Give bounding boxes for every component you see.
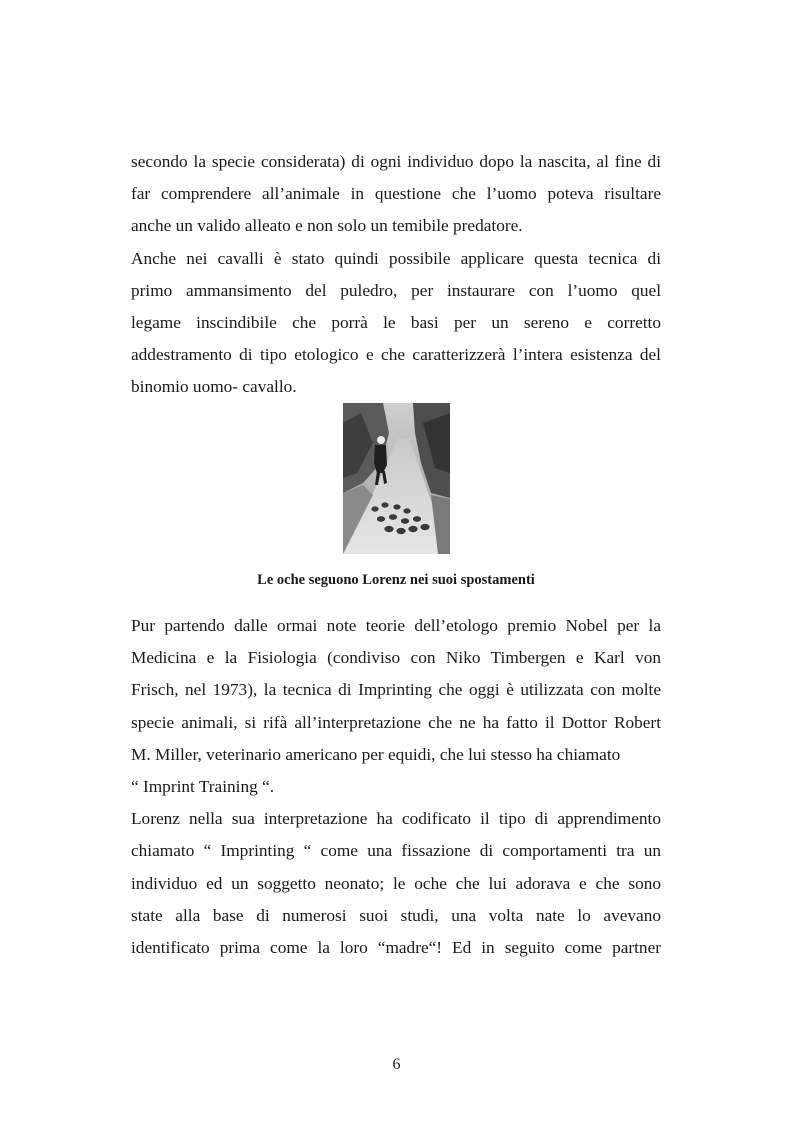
text-line: primo ammansimento del puledro, per instaurare con l’uomo quel: [131, 280, 661, 300]
text-line: M. Miller, veterinario americano per equidi, che lui stesso ha chiamato: [131, 744, 621, 764]
paragraph-block-1: [131, 146, 661, 404]
text-line: Pur partendo dalle ormai note teorie dell’etologo premio Nobel per la: [131, 616, 661, 635]
text-line: individuo ed un soggetto neonato; le oche che lui adorava e che sono: [131, 873, 661, 893]
text-line: identificato prima come la loro “madre“! Ed in seguito come partner: [131, 937, 661, 957]
figure-caption: Le oche seguono Lorenz nei suoi spostamenti: [257, 572, 535, 588]
text-line: Medicina e la Fisiologia (condiviso con Niko Timbergen e Karl von: [131, 648, 661, 668]
text-line: binomio uomo- cavallo.: [131, 377, 297, 397]
text-line: legame inscindibile che porrà le basi per un sereno e corretto: [131, 312, 661, 332]
text-line: Lorenz nella sua interpretazione ha codificato il tipo di apprendimento: [131, 809, 661, 829]
text-line: chiamato “ Imprinting “ come una fissazione di comportamenti tra un: [131, 841, 661, 861]
page-number: 6: [392, 1056, 401, 1073]
text-line: state alla base di numerosi suoi studi, una volta nate lo avevano: [131, 905, 661, 925]
text-line: specie animali, si rifà all’interpretazione che ne ha fatto il Dottor Robert: [131, 712, 661, 732]
text-line: Anche nei cavalli è stato quindi possibile applicare questa tecnica di: [131, 248, 661, 268]
text-line: Frisch, nel 1973), la tecnica di Imprinting che oggi è utilizzata con molte: [131, 680, 661, 700]
text-line: far comprendere all’animale in questione che l’uomo poteva risultare: [131, 184, 661, 204]
text-line: “ Imprint Training “.: [131, 776, 275, 796]
text-line: secondo la specie considerata) di ogni individuo dopo la nascita, al fine di: [131, 152, 661, 171]
lorenz-geese-photo: [343, 403, 450, 554]
paragraph-block-2: [131, 610, 661, 964]
text-line: addestramento di tipo etologico e che caratterizzerà l’intera esistenza del: [131, 345, 661, 365]
text-line: anche un valido alleato e non solo un temibile predatore.: [131, 216, 523, 236]
